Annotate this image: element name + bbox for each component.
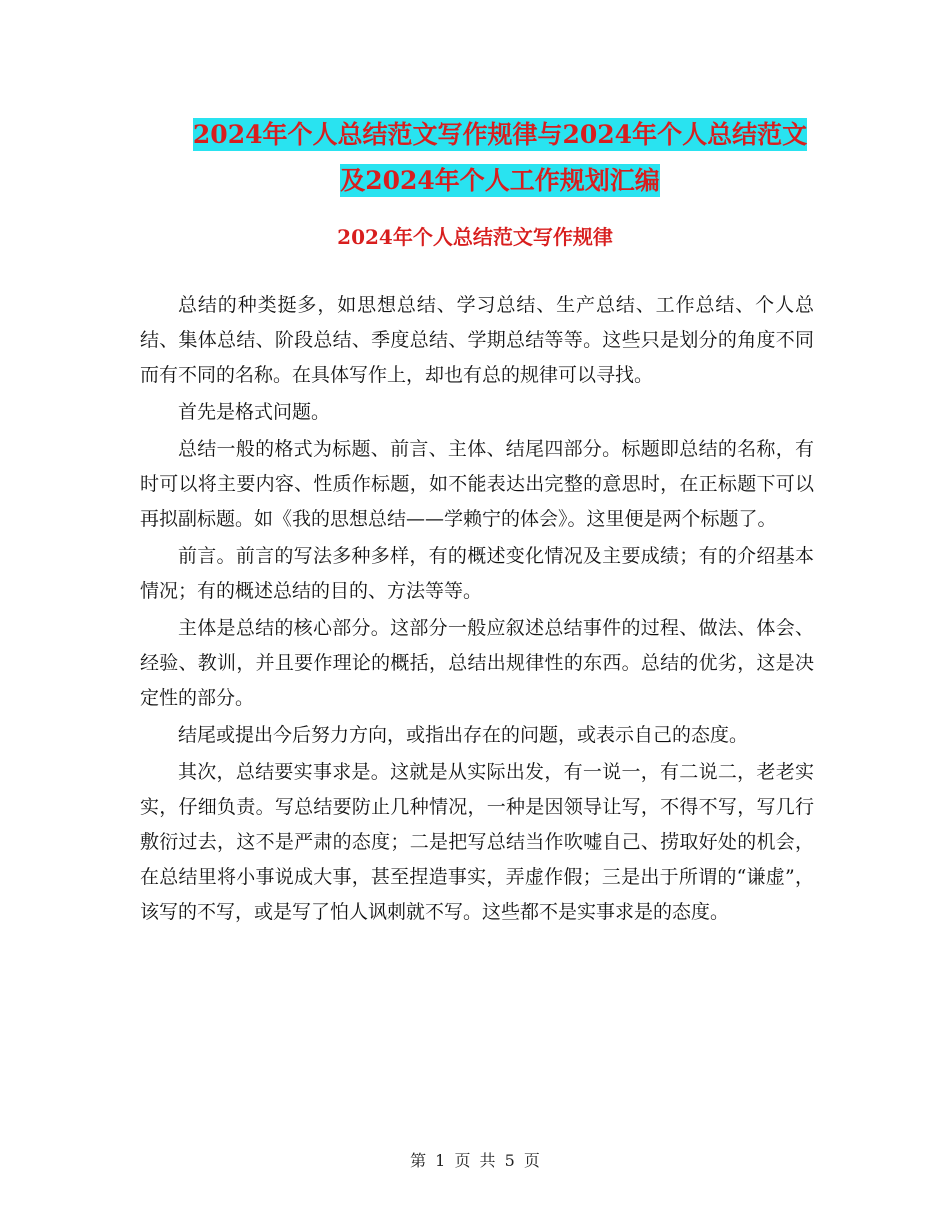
paragraph: 其次，总结要实事求是。这就是从实际出发，有一说一，有二说二，老老实实，仔细负责。写总结要防止几种情况，一种是因领导让写，不得不写，写几行敷衍过去，这不是严肃的态度；二是把写总结当作吹嘘自己、捞取好处的机会，在总结里将小事说成大事，甚至捏造事实，弄虚作假；三是出于所谓的“谦虚”，该写的不写，或是写了怕人讽刺就不写。这些都不是实事求是的态度。 [140,761,814,923]
document-title-line-1: 2024年个人总结范文写作规律与2024年个人总结范文 [192,120,808,149]
section-title: 2024年个人总结范文写作规律 [337,225,613,249]
paragraph: 结尾或提出今后努力方向，或指出存在的问题，或表示自己的态度。 [178,724,749,746]
document-title [140,112,860,204]
page-number-footer: 第 1 页 共 5 页 [410,1151,540,1170]
paragraph: 总结一般的格式为标题、前言、主体、结尾四部分。标题即总结的名称，有时可以将主要内容、性质作标题，如不能表达出完整的意思时，在正标题下可以再拟副标题。如《我的思想总结——学赖宁的体会》。这里便是两个标题了。 [140,438,814,530]
document-title-line-2: 及2024年个人工作规划汇编 [340,166,660,195]
document-body [140,288,814,932]
paragraph: 总结的种类挺多，如思想总结、学习总结、生产总结、工作总结、个人总结、集体总结、阶段总结、季度总结、学期总结等等。这些只是划分的角度不同而有不同的名称。在具体写作上，却也有总的规律可以寻找。 [140,294,814,386]
paragraph: 前言。前言的写法多种多样，有的概述变化情况及主要成绩；有的介绍基本情况；有的概述总结的目的、方法等等。 [140,545,814,602]
paragraph: 首先是格式问题。 [178,401,331,423]
paragraph: 主体是总结的核心部分。这部分一般应叙述总结事件的过程、做法、体会、经验、教训，并且要作理论的概括，总结出规律性的东西。总结的优劣，这是决定性的部分。 [140,617,814,709]
